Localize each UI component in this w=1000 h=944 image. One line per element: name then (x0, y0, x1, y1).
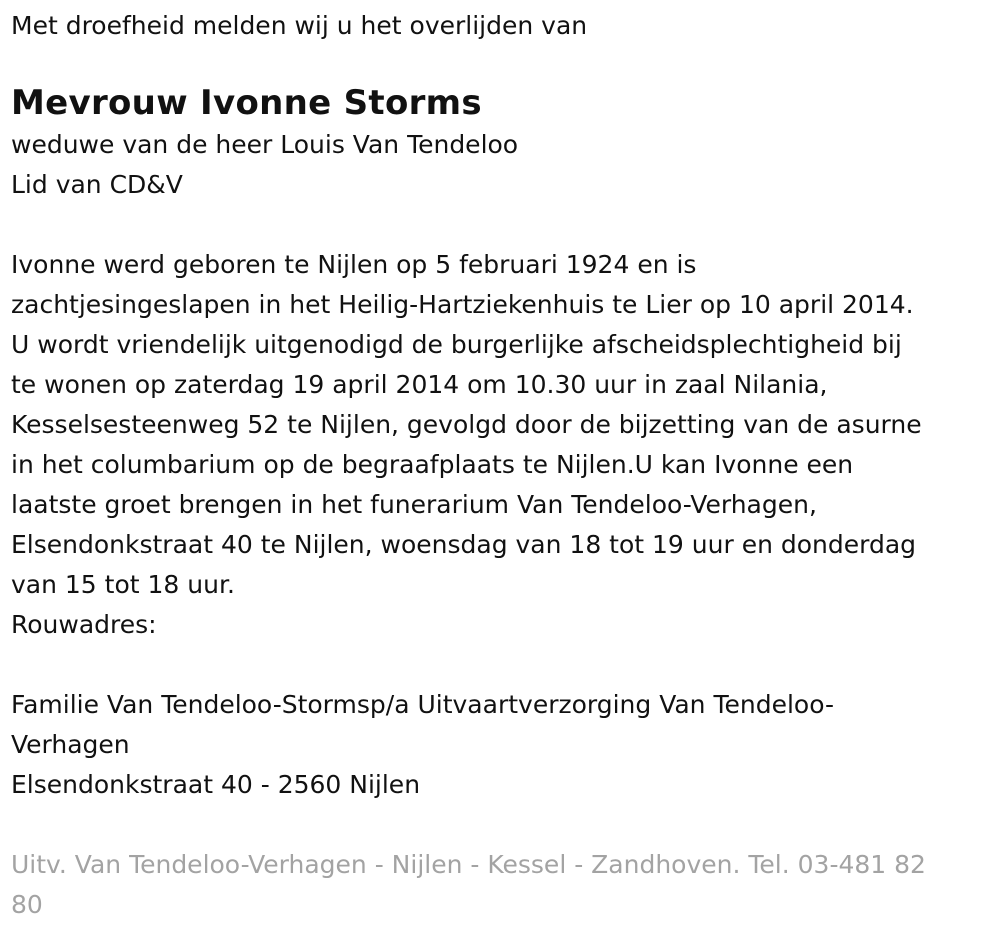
notice-body (11, 245, 986, 605)
address-line: Verhagen (11, 730, 130, 759)
body-line: van 15 tot 18 uur. (11, 570, 235, 599)
body-line: in het columbarium op de begraafplaats te Nijlen.U kan Ivonne een (11, 450, 854, 479)
funeral-home-footer (11, 845, 986, 925)
membership-text: Lid van CD&V (11, 170, 183, 199)
body-line: zachtjesingeslapen in het Heilig-Hartziekenhuis te Lier op 10 april 2014. (11, 290, 914, 319)
footer-line: 80 (11, 890, 43, 919)
mourning-address (11, 685, 1000, 805)
footer-line: Uitv. Van Tendeloo-Verhagen - Nijlen - Kessel - Zandhoven. Tel. 03-481 82 (11, 850, 926, 879)
body-line: U wordt vriendelijk uitgenodigd de burgerlijke afscheidsplechtigheid bij (11, 330, 902, 359)
spacer (11, 805, 1000, 845)
spacer (11, 205, 1000, 245)
relation-text: weduwe van de heer Louis Van Tendeloo (11, 130, 519, 159)
body-line: laatste groet brengen in het funerarium Van Tendeloo-Verhagen, (11, 490, 817, 519)
spacer (11, 645, 1000, 685)
body-line: Elsendonkstraat 40 te Nijlen, woensdag van 18 tot 19 uur en donderdag (11, 530, 917, 559)
body-line: te wonen op zaterdag 19 april 2014 om 10.30 uur in zaal Nilania, (11, 370, 828, 399)
address-line: Familie Van Tendeloo-Stormsp/a Uitvaartverzorging Van Tendeloo- (11, 690, 834, 719)
body-line: Ivonne werd geboren te Nijlen op 5 februari 1924 en is (11, 250, 697, 279)
deceased-name: Mevrouw Ivonne Storms (11, 83, 482, 123)
body-line: Kesselsesteenweg 52 te Nijlen, gevolgd door de bijzetting van de asurne (11, 410, 922, 439)
intro-text: Met droefheid melden wij u het overlijden van (11, 11, 588, 40)
rouwadres-label: Rouwadres: (11, 610, 157, 639)
address-line: Elsendonkstraat 40 - 2560 Nijlen (11, 770, 421, 799)
